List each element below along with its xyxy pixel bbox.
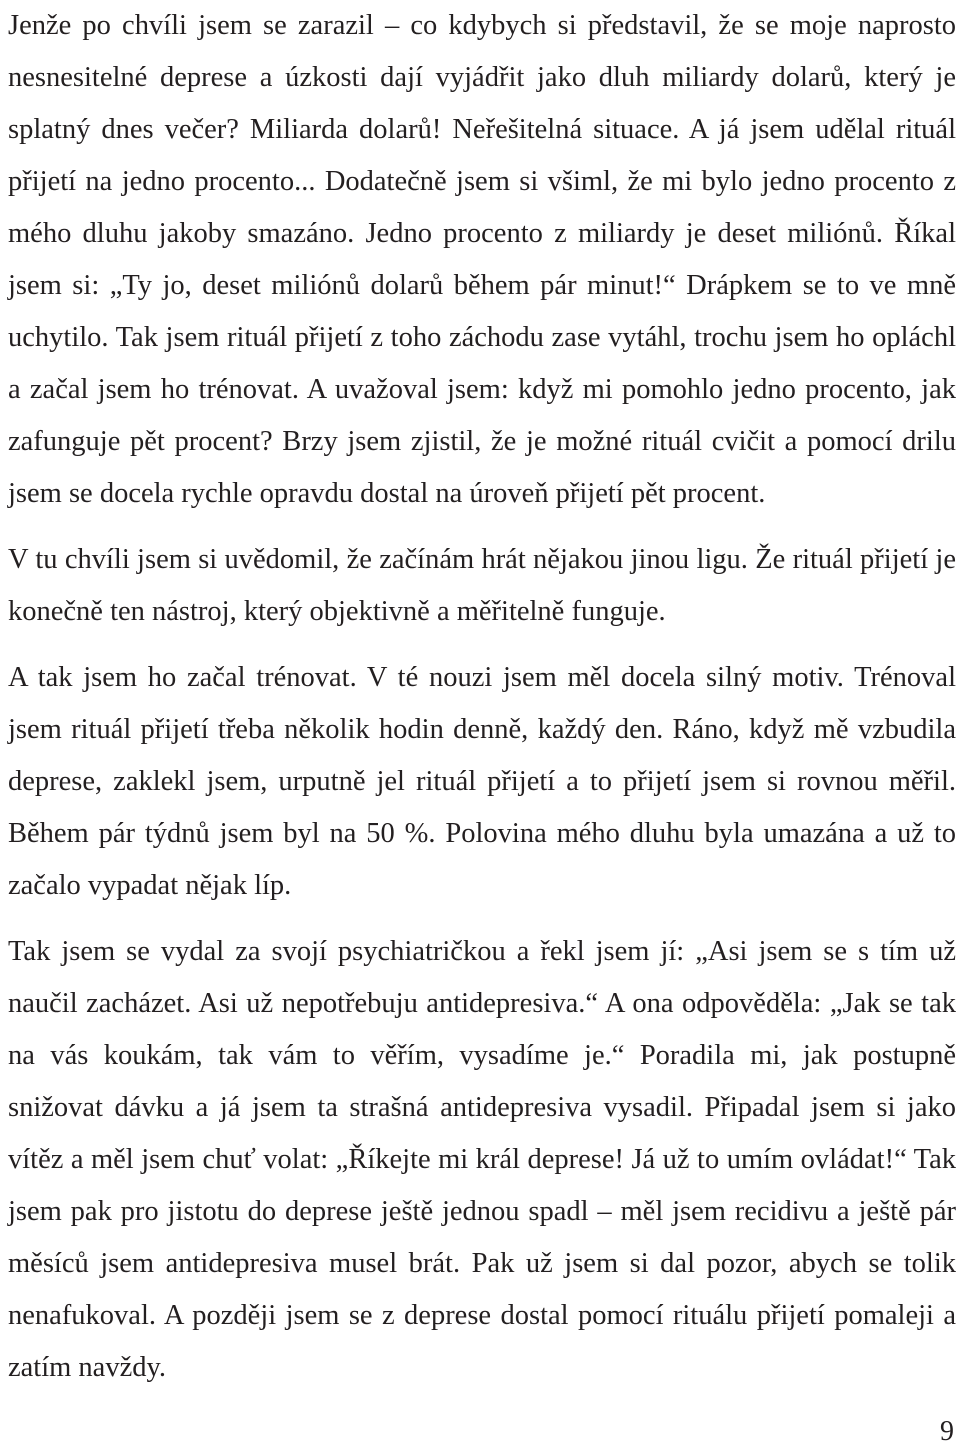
paragraph-1: Jenže po chvíli jsem se zarazil – co kdybych si představil, že se moje naprosto nesnesitelné deprese a úzkosti dají vyjádřit jako dluh miliardy dolarů, který je splatný dnes večer? Miliarda dolarů! Neřešitelná situace. A já jsem udělal rituál přijetí na jedno procento... Dodatečně jsem si všiml, že mi bylo jedno procento z mého dluhu jakoby smazáno. Jedno procento z miliardy je deset miliónů. Říkal jsem si: „Ty jo, deset miliónů dolarů během pár minut!“ Drápkem se to ve mně uchytilo. Tak jsem rituál přijetí z toho záchodu zase vytáhl, trochu jsem ho opláchl a začal jsem ho trénovat. A uvažoval jsem: když mi pomohlo jedno procento, jak zafunguje pět procent? Brzy jsem zjistil, že je možné rituál cvičit a pomocí drilu jsem se docela rychle opravdu dostal na úroveň přijetí pět procent.	[8, 10, 956, 509]
paragraph-3: A tak jsem ho začal trénovat. V té nouzi jsem měl docela silný motiv. Trénoval jsem rituál přijetí třeba několik hodin denně, každý den. Ráno, když mě vzbudila deprese, zaklekl jsem, urputně jel rituál přijetí a to přijetí jsem si rovnou měřil. Během pár týdnů jsem byl na 50 %. Polovina mého dluhu byla umazána a už to začalo vypadat nějak líp.	[8, 662, 956, 901]
paragraph-2: V tu chvíli jsem si uvědomil, že začínám hrát nějakou jinou ligu. Že rituál přijetí je konečně ten nástroj, který objektivně a měřitelně funguje.	[8, 544, 956, 627]
paragraph-4: Tak jsem se vydal za svojí psychiatričkou a řekl jsem jí: „Asi jsem se s tím už naučil zacházet. Asi už nepotřebuju antidepresiva.“ A ona odpověděla: „Jak se tak na vás koukám, tak vám to věřím, vysadíme je.“ Poradila mi, jak postupně snižovat dávku a já jsem ta strašná antidepresiva vysadil. Připadal jsem si jako vítěz a měl jsem chuť volat: „Říkejte mi král deprese! Já už to umím ovládat!“ Tak jsem pak pro jistotu do deprese ještě jednou spadl – měl jsem recidivu a ještě pár měsíců jsem antidepresiva musel brát. Pak už jsem si dal pozor, abych se tolik nenafukoval. A později jsem se z deprese dostal pomocí rituálu přijetí pomaleji a zatím navždy.	[8, 936, 956, 1383]
page-number: 9	[940, 1416, 954, 1447]
page-body	[8, 0, 956, 1394]
